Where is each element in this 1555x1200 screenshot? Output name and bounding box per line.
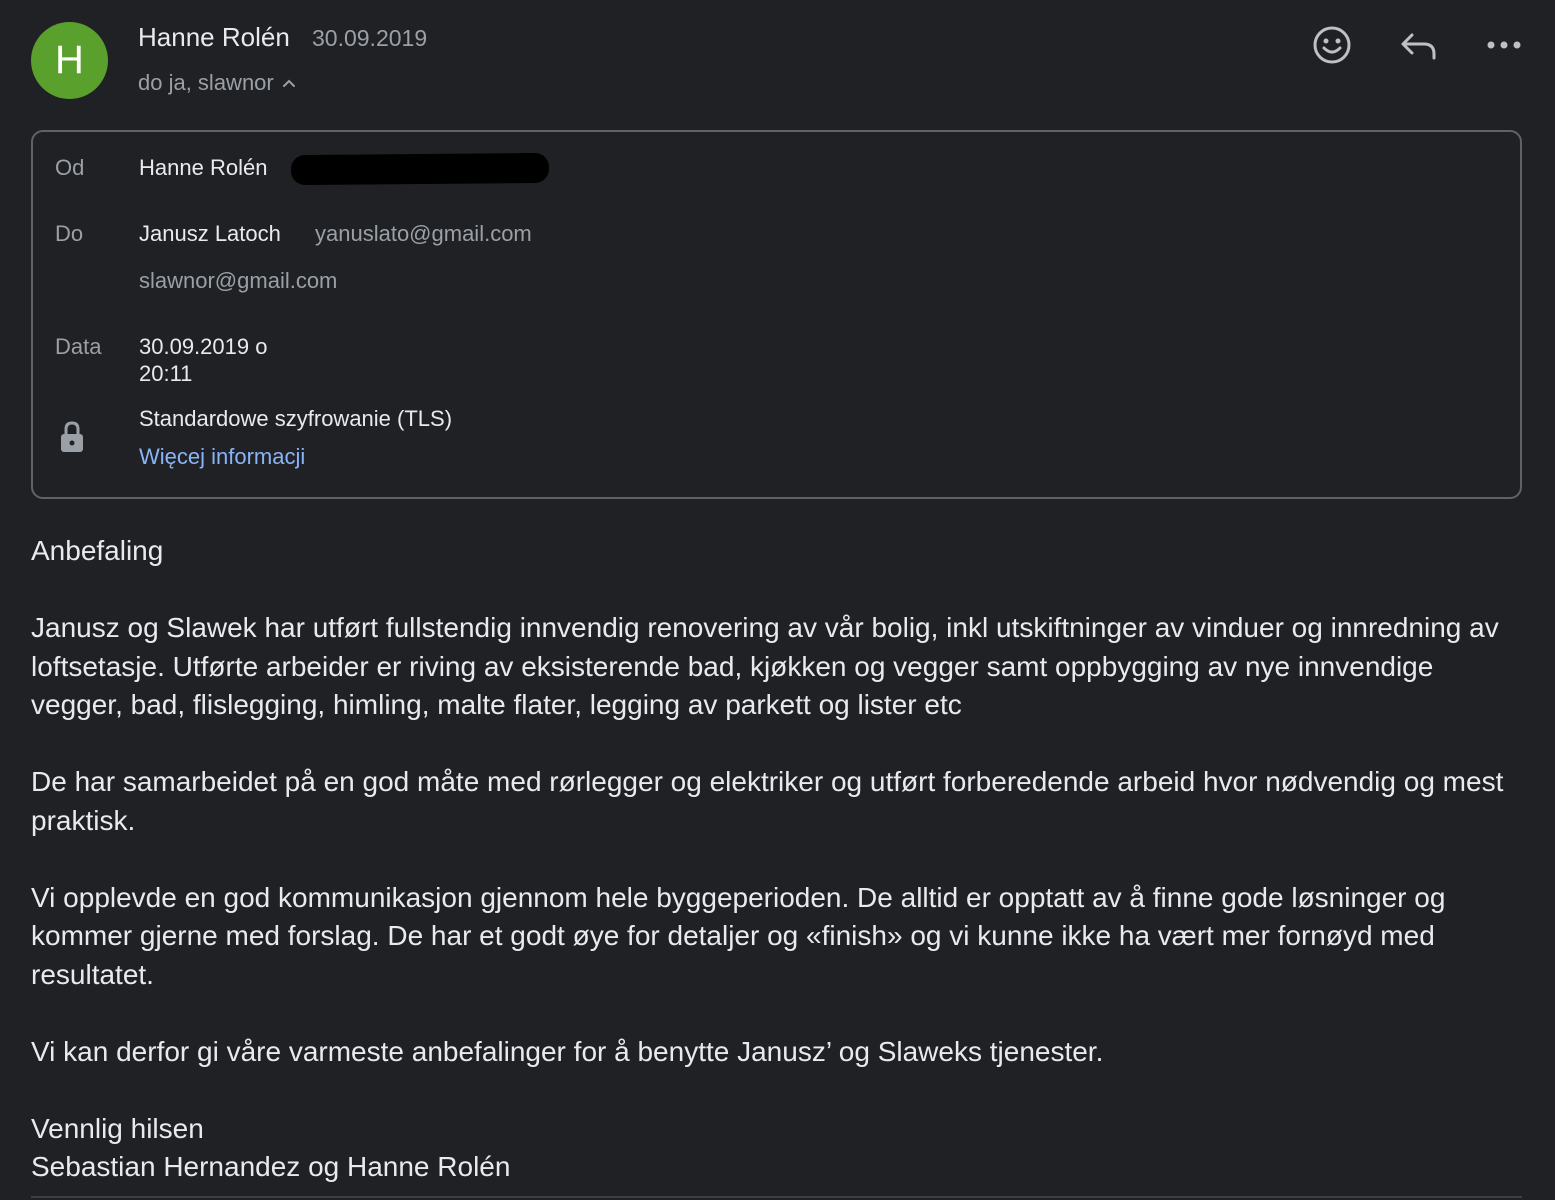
sender-name[interactable]: Hanne Rolén <box>138 22 290 52</box>
add-reaction-button[interactable] <box>1311 24 1353 66</box>
to-email-secondary[interactable]: slawnor@gmail.com <box>139 268 338 293</box>
to-email[interactable]: yanuslato@gmail.com <box>315 221 532 246</box>
body-paragraph: Vi kan derfor gi våre varmeste anbefalinger for å benytte Janusz’ og Slaweks tjenester. <box>31 1035 1104 1067</box>
body-paragraph: Vi opplevde en god kommunikasjon gjennom hele byggeperioden. De alltid er opptatt av å finne gode løsninger og kommer gjerne med forslag. De har et godt øye for detaljer og «finish» og vi kunne ikke ha vært mer fornøyd med resultatet. <box>31 881 1446 990</box>
body-paragraph: De har samarbeidet på en god måte med rørlegger og elektriker og utført forberedende arbeid hvor nødvendig og mest praktisk. <box>31 766 1504 836</box>
date-label: Data <box>55 334 102 359</box>
to-name[interactable]: Janusz Latoch <box>139 221 281 246</box>
date-value-line1: 30.09.2019 o <box>139 334 268 359</box>
divider <box>31 1196 1522 1198</box>
more-options-button[interactable] <box>1483 24 1525 66</box>
closing: Vennlig hilsen <box>31 1112 204 1144</box>
to-label: Do <box>55 221 84 246</box>
chevron-up-icon <box>282 76 296 90</box>
more-horizontal-icon <box>1484 25 1524 65</box>
redacted-sender-email <box>291 153 549 185</box>
signature: Sebastian Hernandez og Hanne Rolén <box>31 1151 511 1182</box>
lock-icon <box>59 420 85 454</box>
from-name[interactable]: Hanne Rolén <box>139 155 268 180</box>
message-actions <box>1311 24 1525 66</box>
date-value-line2: 20:11 <box>139 361 193 386</box>
sender-avatar[interactable]: H <box>31 22 108 99</box>
emoji-smile-icon <box>1312 25 1352 65</box>
more-info-link[interactable]: Więcej informacji <box>139 444 306 469</box>
body-paragraph: Janusz og Slawek har utført fullstendig innvendig renovering av vår bolig, inkl utskiftninger av vinduer og innredning av loftsetasje. Utførte arbeider er riving av eksisterende bad, kjøkken og vegger samt oppbygging av nye innvendige vegger, bad, flislegging, himling, malte flater, legging av parkett og lister etc <box>31 612 1499 720</box>
message-body <box>31 532 1531 1187</box>
reply-icon <box>1398 25 1438 65</box>
recipients-summary: do ja, slawnor <box>138 70 274 95</box>
reply-button[interactable] <box>1397 24 1439 66</box>
recipients-toggle[interactable] <box>138 70 296 96</box>
encryption-info: Standardowe szyfrowanie (TLS) <box>139 406 453 431</box>
message-details-card <box>31 130 1522 499</box>
from-label: Od <box>55 155 85 180</box>
message-date: 30.09.2019 <box>312 25 428 51</box>
message-subject: Anbefaling <box>31 535 164 566</box>
